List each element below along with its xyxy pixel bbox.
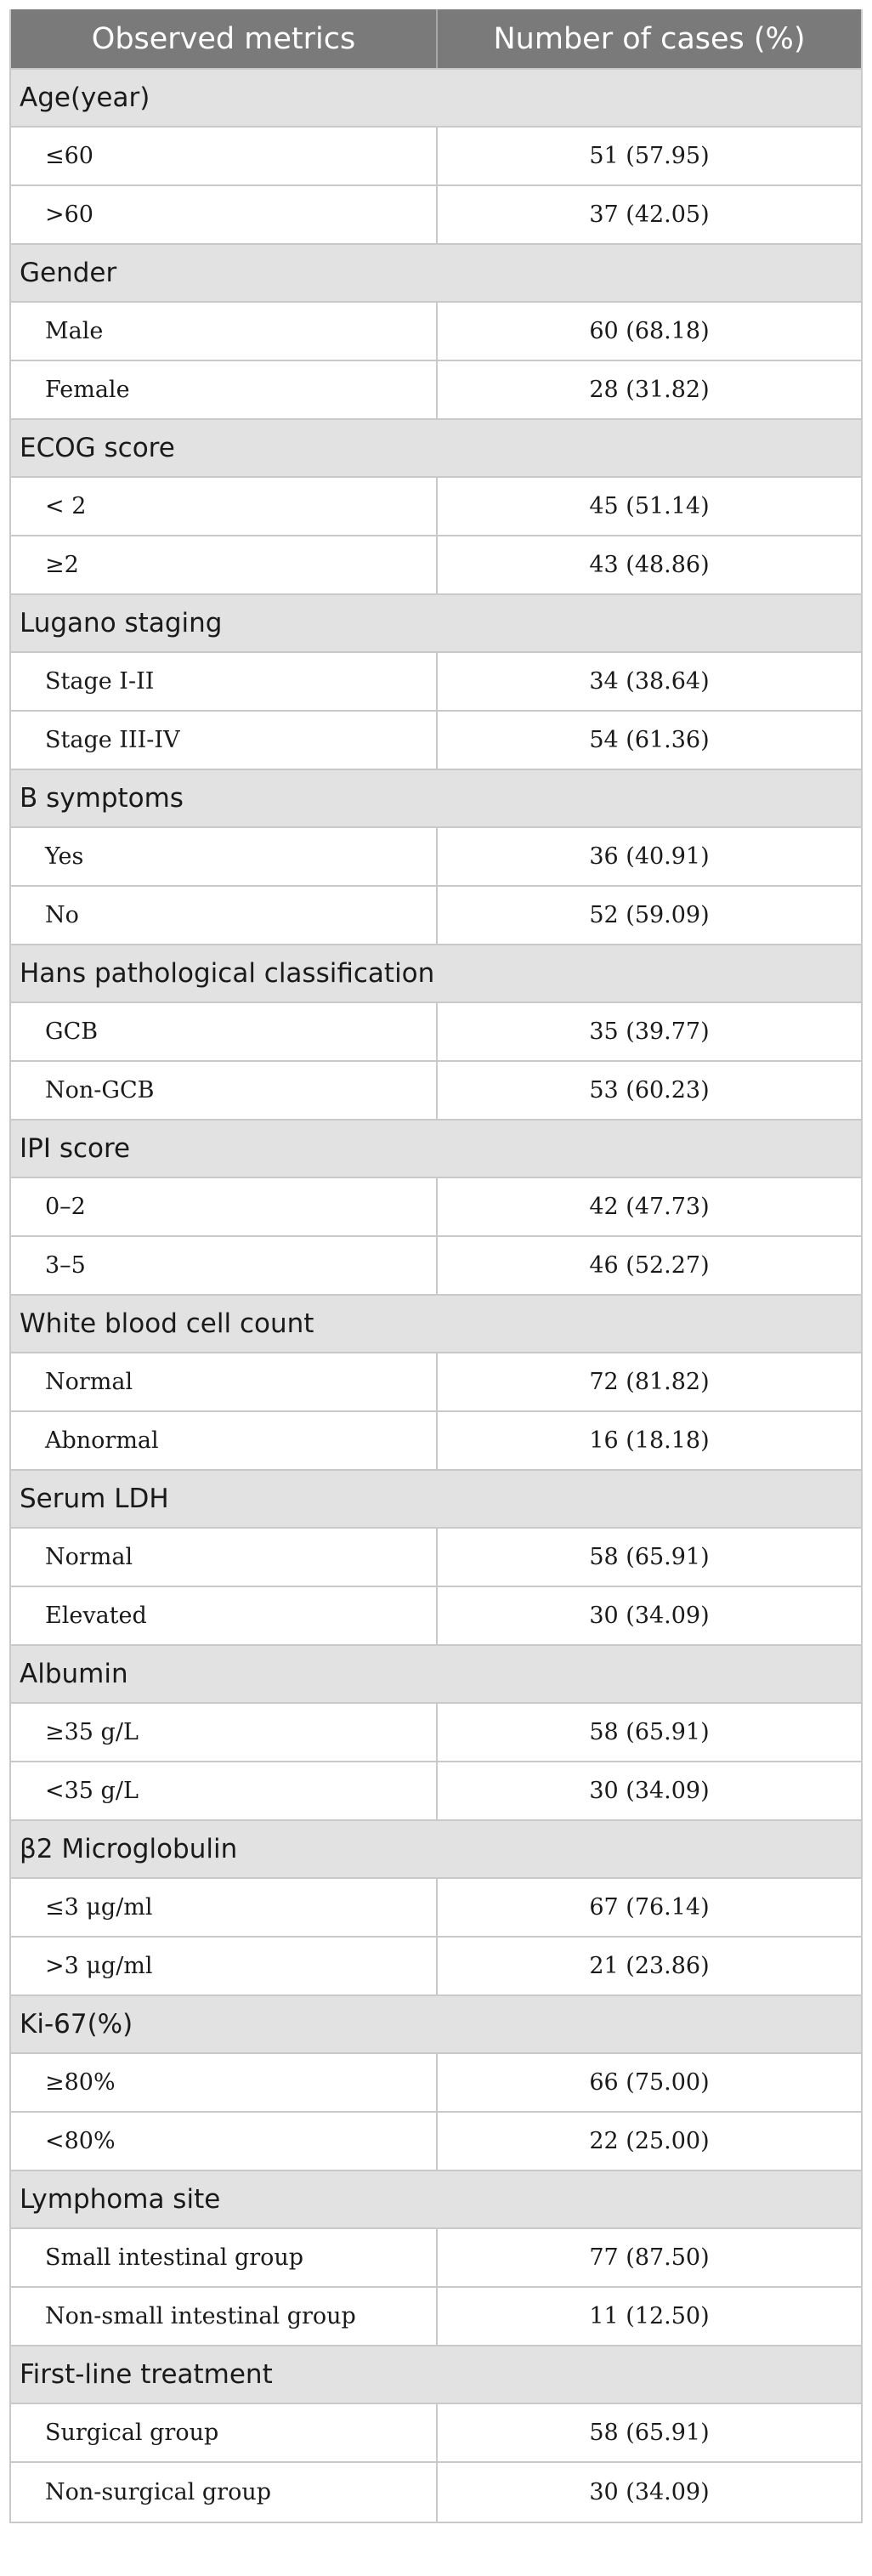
table-body [11,70,861,2522]
group-header-row [11,245,861,303]
table-row [11,2229,861,2288]
table-row [11,1762,861,1821]
table-header [11,9,861,70]
group-label: ECOG score [20,433,175,463]
group-header-row [11,2171,861,2229]
data-table [9,9,863,2523]
group-label: White blood cell count [20,1308,314,1339]
metric-cell: GCB [11,1003,438,1060]
value-cell: 66 (75.00) [589,2069,710,2096]
table-row [11,128,861,186]
value-cell: 37 (42.05) [589,201,710,228]
metric-cell: <35 g/L [11,1762,438,1819]
value-cell: 72 (81.82) [589,1369,710,1395]
table-row [11,1879,861,1938]
group-header-row [11,770,861,828]
value-cell: 58 (65.91) [589,1544,710,1570]
group-label: β2 Microglobulin [20,1834,238,1864]
table-row [11,1704,861,1762]
value-cell: 22 (25.00) [589,2128,710,2154]
value-cell: 53 (60.23) [589,1077,710,1104]
group-header-row [11,1471,861,1529]
metric-cell: 3–5 [11,1237,438,1294]
metric-cell: 0–2 [11,1178,438,1235]
value-cell: 58 (65.91) [589,1719,710,1745]
table-row [11,361,861,420]
metric-cell: Normal [11,1353,438,1410]
value-cell: 34 (38.64) [589,668,710,695]
table-row [11,478,861,536]
value-cell: 30 (34.09) [589,1778,710,1804]
value-cell: 30 (34.09) [589,2479,710,2505]
metric-cell: Stage III-IV [11,712,438,769]
group-label: Lugano staging [20,608,223,638]
table-row [11,1062,861,1121]
value-cell: 35 (39.77) [589,1018,710,1045]
group-label: First-line treatment [20,2359,273,2390]
metric-cell: Surgical group [11,2404,438,2461]
value-cell: 43 (48.86) [589,552,710,578]
value-cell: 30 (34.09) [589,1603,710,1629]
header-number-of-cases: Number of cases (%) [493,21,806,56]
group-label: Serum LDH [20,1484,169,1514]
table-row [11,2054,861,2113]
value-cell: 45 (51.14) [589,493,710,519]
group-header-row [11,595,861,653]
metric-cell: Female [11,361,438,418]
value-cell: 11 (12.50) [589,2303,710,2329]
value-cell: 46 (52.27) [589,1252,710,1279]
group-label: Hans pathological classification [20,958,435,989]
value-cell: 21 (23.86) [589,1953,710,1979]
group-label: Age(year) [20,82,150,113]
group-header-row [11,1996,861,2054]
group-label: Albumin [20,1659,128,1689]
metric-cell: >60 [11,186,438,243]
table-row [11,1412,861,1471]
group-label: IPI score [20,1133,131,1164]
group-header-row [11,1646,861,1704]
header-observed-metrics: Observed metrics [11,9,438,68]
table-row [11,653,861,712]
value-cell: 16 (18.18) [589,1427,710,1454]
metric-cell: ≥35 g/L [11,1704,438,1761]
value-cell: 36 (40.91) [589,843,710,870]
metric-cell: Stage I-II [11,653,438,710]
table-row [11,1237,861,1296]
group-header-row [11,2346,861,2404]
table-row [11,887,861,945]
group-header-row [11,420,861,478]
group-header-row [11,70,861,128]
group-label: Gender [20,258,117,288]
metric-cell: >3 μg/ml [11,1938,438,1994]
table-row [11,828,861,887]
value-cell: 58 (65.91) [589,2420,710,2446]
group-label: Lymphoma site [20,2184,221,2215]
value-cell: 77 (87.50) [589,2244,710,2271]
metric-cell: ≥80% [11,2054,438,2111]
table-row [11,303,861,361]
table-row [11,1587,861,1646]
metric-cell: Non-small intestinal group [11,2288,438,2345]
metric-cell: < 2 [11,478,438,535]
table-row [11,536,861,595]
metric-cell: Male [11,303,438,360]
metric-cell: Non-GCB [11,1062,438,1119]
value-cell: 67 (76.14) [589,1894,710,1921]
value-cell: 60 (68.18) [589,318,710,344]
table-row [11,1529,861,1587]
group-header-row [11,1121,861,1178]
group-header-row [11,945,861,1003]
table-row [11,1353,861,1412]
metric-cell: <80% [11,2113,438,2170]
table-row [11,1938,861,1996]
table-row [11,2404,861,2463]
table-row [11,2288,861,2346]
group-header-row [11,1821,861,1879]
group-label: Ki-67(%) [20,2009,133,2040]
metric-cell: ≤60 [11,128,438,184]
group-header-row [11,1296,861,1353]
value-cell: 28 (31.82) [589,377,710,403]
metric-cell: Small intestinal group [11,2229,438,2286]
table-row [11,1178,861,1237]
value-cell: 54 (61.36) [589,727,710,753]
table-row [11,2113,861,2171]
value-cell: 52 (59.09) [589,902,710,928]
table-row [11,712,861,770]
table-row [11,1003,861,1062]
metric-cell: Non-surgical group [11,2463,438,2522]
metric-cell: Yes [11,828,438,885]
metric-cell: Abnormal [11,1412,438,1469]
table-row [11,2463,861,2522]
metric-cell: ≤3 μg/ml [11,1879,438,1936]
metric-cell: Elevated [11,1587,438,1644]
group-label: B symptoms [20,783,184,814]
value-cell: 42 (47.73) [589,1194,710,1220]
metric-cell: No [11,887,438,944]
value-cell: 51 (57.95) [589,143,710,169]
metric-cell: ≥2 [11,536,438,593]
metric-cell: Normal [11,1529,438,1586]
table-row [11,186,861,245]
